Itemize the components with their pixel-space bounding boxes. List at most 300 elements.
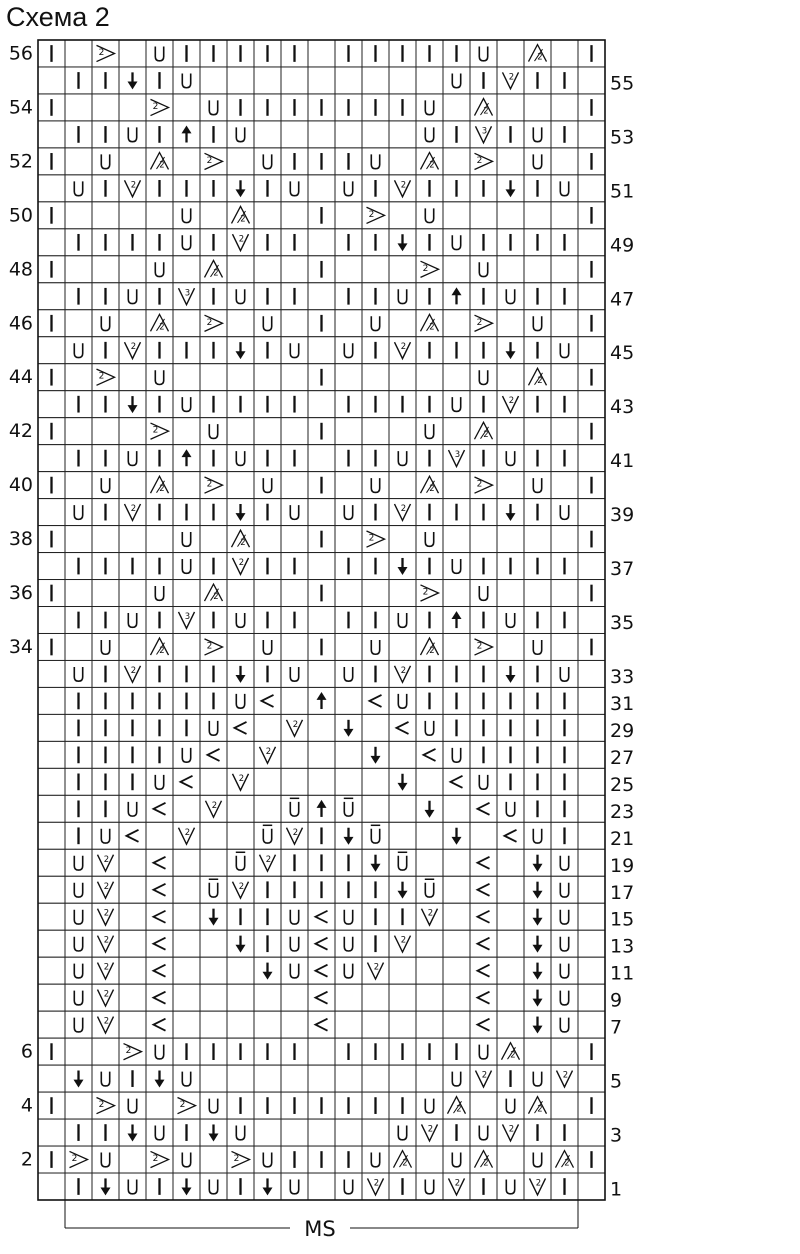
chart-cell <box>443 984 470 1011</box>
chart-cell <box>524 202 551 229</box>
chart-cell <box>200 1173 227 1200</box>
chart-cell <box>578 1119 605 1146</box>
chart-cell <box>362 795 389 822</box>
row-number-label: 31 <box>610 692 635 715</box>
chart-cell <box>362 67 389 94</box>
chart-cell <box>551 660 578 687</box>
chart-cell <box>173 930 200 957</box>
numeral: 2 <box>98 371 105 382</box>
row-number-label: 48 <box>8 258 33 281</box>
chart-row <box>9 94 605 121</box>
chart-cell <box>38 1173 65 1200</box>
chart-cell <box>308 175 335 202</box>
chart-cell <box>497 1011 524 1038</box>
chart-cell <box>38 1011 65 1038</box>
chart-cell <box>200 1011 227 1038</box>
chart-cell <box>281 687 308 714</box>
chart-row <box>38 957 634 984</box>
chart-row <box>9 148 605 175</box>
chart-cell <box>200 364 227 391</box>
chart-cell <box>119 876 146 903</box>
chart-cell <box>200 67 227 94</box>
chart-cell <box>335 67 362 94</box>
chart-cell <box>92 633 119 660</box>
chart-cell <box>173 202 200 229</box>
chart-cell <box>551 957 578 984</box>
chart-cell <box>254 768 281 795</box>
chart-cell <box>578 121 605 148</box>
chart-cell <box>119 903 146 930</box>
chart-cell <box>119 849 146 876</box>
chart-cell <box>92 202 119 229</box>
chart-cell <box>281 795 308 822</box>
chart-row <box>38 175 634 202</box>
chart-cell <box>551 580 578 607</box>
row-number-label: 33 <box>610 665 635 688</box>
numeral: 2 <box>368 209 375 220</box>
chart-cell <box>578 876 605 903</box>
row-number-label: 34 <box>8 635 33 658</box>
chart-cell <box>389 580 416 607</box>
chart-cell <box>119 40 146 67</box>
chart-cell <box>497 526 524 553</box>
chart-cell <box>200 768 227 795</box>
chart-cell <box>119 472 146 499</box>
chart-cell <box>119 148 146 175</box>
chart-cell <box>335 741 362 768</box>
chart-cell <box>65 849 92 876</box>
chart-cell <box>335 580 362 607</box>
chart-cell <box>551 418 578 445</box>
chart-cell <box>335 202 362 229</box>
chart-cell <box>146 1011 173 1038</box>
chart-cell <box>146 822 173 849</box>
chart-cell <box>173 633 200 660</box>
chart-cell <box>227 849 254 876</box>
row-number-label: 2 <box>20 1148 33 1171</box>
chart-cell <box>65 876 92 903</box>
row-number-label: 23 <box>610 800 635 823</box>
chart-row <box>38 1119 622 1146</box>
chart-cell <box>146 768 173 795</box>
numeral: 2 <box>429 322 435 333</box>
chart-cell <box>578 229 605 256</box>
numeral: 2 <box>213 592 219 603</box>
chart-cell <box>524 472 551 499</box>
chart-cell <box>200 849 227 876</box>
numeral: 2 <box>292 719 299 730</box>
chart-cell <box>173 229 200 256</box>
chart-row <box>38 1065 622 1092</box>
chart-cell <box>497 822 524 849</box>
chart-cell <box>389 283 416 310</box>
chart-cell <box>416 822 443 849</box>
numeral: 2 <box>456 1104 462 1115</box>
chart-cell <box>578 499 605 526</box>
chart-cell <box>551 175 578 202</box>
chart-cell <box>65 957 92 984</box>
chart-row <box>9 310 605 337</box>
numeral: 2 <box>159 160 165 171</box>
chart-cell <box>146 984 173 1011</box>
chart-cell <box>416 1146 443 1173</box>
chart-cell <box>497 607 524 634</box>
chart-cell <box>335 499 362 526</box>
chart-cell <box>173 472 200 499</box>
chart-cell <box>119 822 146 849</box>
chart-row <box>9 256 605 283</box>
chart-cell <box>443 229 470 256</box>
chart-cell <box>389 1011 416 1038</box>
numeral: 2 <box>103 989 110 1000</box>
numeral: 2 <box>206 479 213 490</box>
chart-cell <box>119 121 146 148</box>
chart-row <box>38 660 634 687</box>
chart-row <box>9 418 605 445</box>
chart-cell <box>524 1146 551 1173</box>
chart-cell <box>119 1173 146 1200</box>
chart-cell <box>551 148 578 175</box>
chart-cell <box>335 256 362 283</box>
chart-cell <box>173 768 200 795</box>
chart-cell <box>524 580 551 607</box>
chart-cell <box>335 310 362 337</box>
numeral: 2 <box>159 484 165 495</box>
chart-cell <box>65 660 92 687</box>
numeral: 3 <box>184 612 191 622</box>
chart-cell <box>578 175 605 202</box>
chart-cell <box>38 984 65 1011</box>
chart-cell <box>92 526 119 553</box>
chart-cell <box>119 1011 146 1038</box>
numeral: 2 <box>130 180 137 191</box>
ms-bracket <box>65 1200 578 1241</box>
chart-cell <box>200 930 227 957</box>
chart-cell <box>389 526 416 553</box>
numeral: 2 <box>130 665 137 676</box>
chart-cell <box>578 67 605 94</box>
numeral: 2 <box>265 746 272 757</box>
chart-row <box>38 687 634 714</box>
chart-cell <box>416 714 443 741</box>
chart-cell <box>281 418 308 445</box>
chart-cell <box>173 1065 200 1092</box>
chart-cell <box>200 526 227 553</box>
chart-cell <box>281 903 308 930</box>
chart-cell <box>362 310 389 337</box>
row-number-label: 7 <box>610 1016 623 1039</box>
chart-row <box>38 121 634 148</box>
chart-cell <box>308 283 335 310</box>
row-number-label: 49 <box>610 234 635 257</box>
chart-cell <box>578 984 605 1011</box>
chart-cell <box>362 633 389 660</box>
chart-cell <box>497 364 524 391</box>
chart-cell <box>146 526 173 553</box>
chart-cell <box>308 903 335 930</box>
chart-cell <box>38 660 65 687</box>
chart-row <box>9 40 605 67</box>
chart-cell <box>281 121 308 148</box>
chart-cell <box>335 768 362 795</box>
numeral: 2 <box>537 1104 543 1115</box>
chart-cell <box>443 903 470 930</box>
chart-cell <box>254 580 281 607</box>
chart-cell <box>281 175 308 202</box>
chart-cell <box>281 526 308 553</box>
chart-cell <box>335 1119 362 1146</box>
chart-cell <box>497 202 524 229</box>
chart-cell <box>578 714 605 741</box>
chart-cell <box>551 849 578 876</box>
chart-cell <box>524 1038 551 1065</box>
chart-cell <box>308 1038 335 1065</box>
numeral: 2 <box>265 854 272 865</box>
chart-cell <box>146 1119 173 1146</box>
chart-cell <box>173 876 200 903</box>
chart-cell <box>308 930 335 957</box>
row-number-label: 27 <box>610 746 635 769</box>
chart-cell <box>308 607 335 634</box>
chart-cell <box>362 1119 389 1146</box>
chart-cell <box>551 40 578 67</box>
chart-row <box>9 526 605 553</box>
chart-cell <box>362 472 389 499</box>
chart-row <box>38 768 634 795</box>
chart-cell <box>335 1065 362 1092</box>
chart-cell <box>443 1065 470 1092</box>
chart-cell <box>416 1011 443 1038</box>
chart-cell <box>173 849 200 876</box>
chart-cell <box>65 580 92 607</box>
chart-cell <box>443 94 470 121</box>
chart-cell <box>362 714 389 741</box>
chart-row <box>38 849 634 876</box>
chart-cell <box>254 526 281 553</box>
chart-cell <box>65 633 92 660</box>
chart-cell <box>443 741 470 768</box>
chart-cell <box>254 364 281 391</box>
chart-cell <box>308 67 335 94</box>
numeral: 2 <box>429 645 435 656</box>
chart-cell <box>335 364 362 391</box>
chart-row <box>38 607 634 634</box>
chart-cell <box>254 202 281 229</box>
chart-cell <box>497 40 524 67</box>
chart-cell <box>254 795 281 822</box>
numeral: 2 <box>233 1154 240 1165</box>
chart-cell <box>38 903 65 930</box>
chart-row <box>38 67 634 94</box>
chart-cell <box>281 1065 308 1092</box>
chart-cell <box>335 121 362 148</box>
chart-row <box>9 202 605 229</box>
chart-cell <box>578 337 605 364</box>
chart-cell <box>335 1011 362 1038</box>
chart-cell <box>308 40 335 67</box>
chart-cell <box>443 202 470 229</box>
chart-cell <box>335 337 362 364</box>
chart-cell <box>308 1173 335 1200</box>
chart-cell <box>308 984 335 1011</box>
chart-cell <box>281 984 308 1011</box>
chart-cell <box>443 472 470 499</box>
chart-cell <box>92 822 119 849</box>
chart-cell <box>65 148 92 175</box>
chart-cell <box>254 67 281 94</box>
chart-cell <box>65 1011 92 1038</box>
row-number-label: 52 <box>8 150 33 173</box>
numeral: 2 <box>103 962 110 973</box>
chart-cell <box>443 930 470 957</box>
chart-cell <box>497 1173 524 1200</box>
chart-cell <box>551 1092 578 1119</box>
row-number-label: 40 <box>8 474 33 497</box>
chart-row <box>38 1011 622 1038</box>
numeral: 2 <box>481 1070 488 1081</box>
row-number-label: 42 <box>8 420 33 443</box>
chart-row <box>38 876 634 903</box>
chart-cell <box>416 364 443 391</box>
chart-cell <box>389 472 416 499</box>
chart-cell <box>173 418 200 445</box>
numeral: 2 <box>476 317 483 328</box>
chart-row <box>38 445 634 472</box>
chart-cell <box>200 876 227 903</box>
chart-cell <box>470 903 497 930</box>
chart-cell <box>119 1146 146 1173</box>
chart-cell <box>146 202 173 229</box>
row-number-label: 1 <box>610 1178 623 1201</box>
numeral: 2 <box>422 587 429 598</box>
chart-cell <box>551 984 578 1011</box>
row-number-label: 5 <box>610 1070 623 1093</box>
chart-cell <box>254 472 281 499</box>
chart-cell <box>254 1146 281 1173</box>
chart-cell <box>65 202 92 229</box>
chart-cell <box>470 876 497 903</box>
chart-cell <box>497 849 524 876</box>
chart-cell <box>92 148 119 175</box>
chart-cell <box>281 256 308 283</box>
chart-cell <box>470 822 497 849</box>
chart-cell <box>38 822 65 849</box>
chart-cell <box>308 660 335 687</box>
chart-cell <box>416 741 443 768</box>
chart-cell <box>254 687 281 714</box>
chart-cell <box>254 310 281 337</box>
chart-cell <box>281 310 308 337</box>
chart-cell <box>443 553 470 580</box>
chart-cell <box>389 633 416 660</box>
chart-cell <box>443 418 470 445</box>
chart-cell <box>65 984 92 1011</box>
chart-cell <box>65 175 92 202</box>
chart-cell <box>551 1038 578 1065</box>
numeral: 2 <box>152 425 159 436</box>
chart-cell <box>308 1065 335 1092</box>
chart-cell <box>362 364 389 391</box>
chart-cell <box>389 418 416 445</box>
numeral: 2 <box>130 504 137 515</box>
chart-cell <box>416 418 443 445</box>
chart-cell <box>227 580 254 607</box>
row-number-label: 29 <box>610 719 635 742</box>
row-number-label: 53 <box>610 126 635 149</box>
chart-cell <box>38 121 65 148</box>
numeral: 2 <box>402 1158 408 1169</box>
chart-cell <box>92 1146 119 1173</box>
numeral: 3 <box>184 288 191 299</box>
chart-cell <box>254 984 281 1011</box>
chart-cell <box>65 310 92 337</box>
chart-cell <box>65 40 92 67</box>
numeral: 2 <box>422 263 429 274</box>
chart-cell <box>578 849 605 876</box>
chart-cell <box>38 795 65 822</box>
chart-cell <box>146 580 173 607</box>
chart-cell <box>92 256 119 283</box>
numeral: 2 <box>508 1124 515 1135</box>
chart-cell <box>308 553 335 580</box>
chart-cell <box>443 1011 470 1038</box>
chart-cell <box>38 607 65 634</box>
numeral: 2 <box>103 908 110 919</box>
numeral: 2 <box>564 1158 570 1169</box>
chart-row <box>38 499 634 526</box>
chart-cell <box>281 337 308 364</box>
numeral: 2 <box>427 908 434 919</box>
chart-cell <box>119 256 146 283</box>
numeral: 2 <box>454 1178 461 1189</box>
chart-cell <box>443 957 470 984</box>
chart-cell <box>227 633 254 660</box>
chart-cell <box>578 1173 605 1200</box>
chart-cell <box>38 930 65 957</box>
numeral: 2 <box>240 538 246 549</box>
row-number-label: 35 <box>610 612 635 634</box>
chart-cell <box>551 310 578 337</box>
chart-cell <box>119 607 146 634</box>
chart-cell <box>227 121 254 148</box>
row-number-label: 38 <box>8 528 33 551</box>
chart-cell <box>281 580 308 607</box>
chart-cell <box>38 768 65 795</box>
chart-cell <box>362 984 389 1011</box>
chart-cell <box>38 283 65 310</box>
numeral: 2 <box>71 1154 78 1165</box>
chart-cell <box>308 1011 335 1038</box>
numeral: 2 <box>427 1124 434 1135</box>
page-title: Схема 2 <box>6 2 110 32</box>
chart-cell <box>362 768 389 795</box>
numeral: 2 <box>483 1158 489 1169</box>
numeral: 2 <box>508 72 515 83</box>
chart-cell <box>470 1038 497 1065</box>
chart-cell <box>119 984 146 1011</box>
chart-cell <box>146 957 173 984</box>
chart-cell <box>92 94 119 121</box>
chart-cell <box>200 984 227 1011</box>
chart-cell <box>92 418 119 445</box>
chart-cell <box>146 876 173 903</box>
numeral: 2 <box>400 935 407 946</box>
chart-cell <box>335 660 362 687</box>
chart-row <box>38 337 634 364</box>
chart-cell <box>119 364 146 391</box>
chart-cell <box>335 984 362 1011</box>
chart-cell <box>578 1011 605 1038</box>
